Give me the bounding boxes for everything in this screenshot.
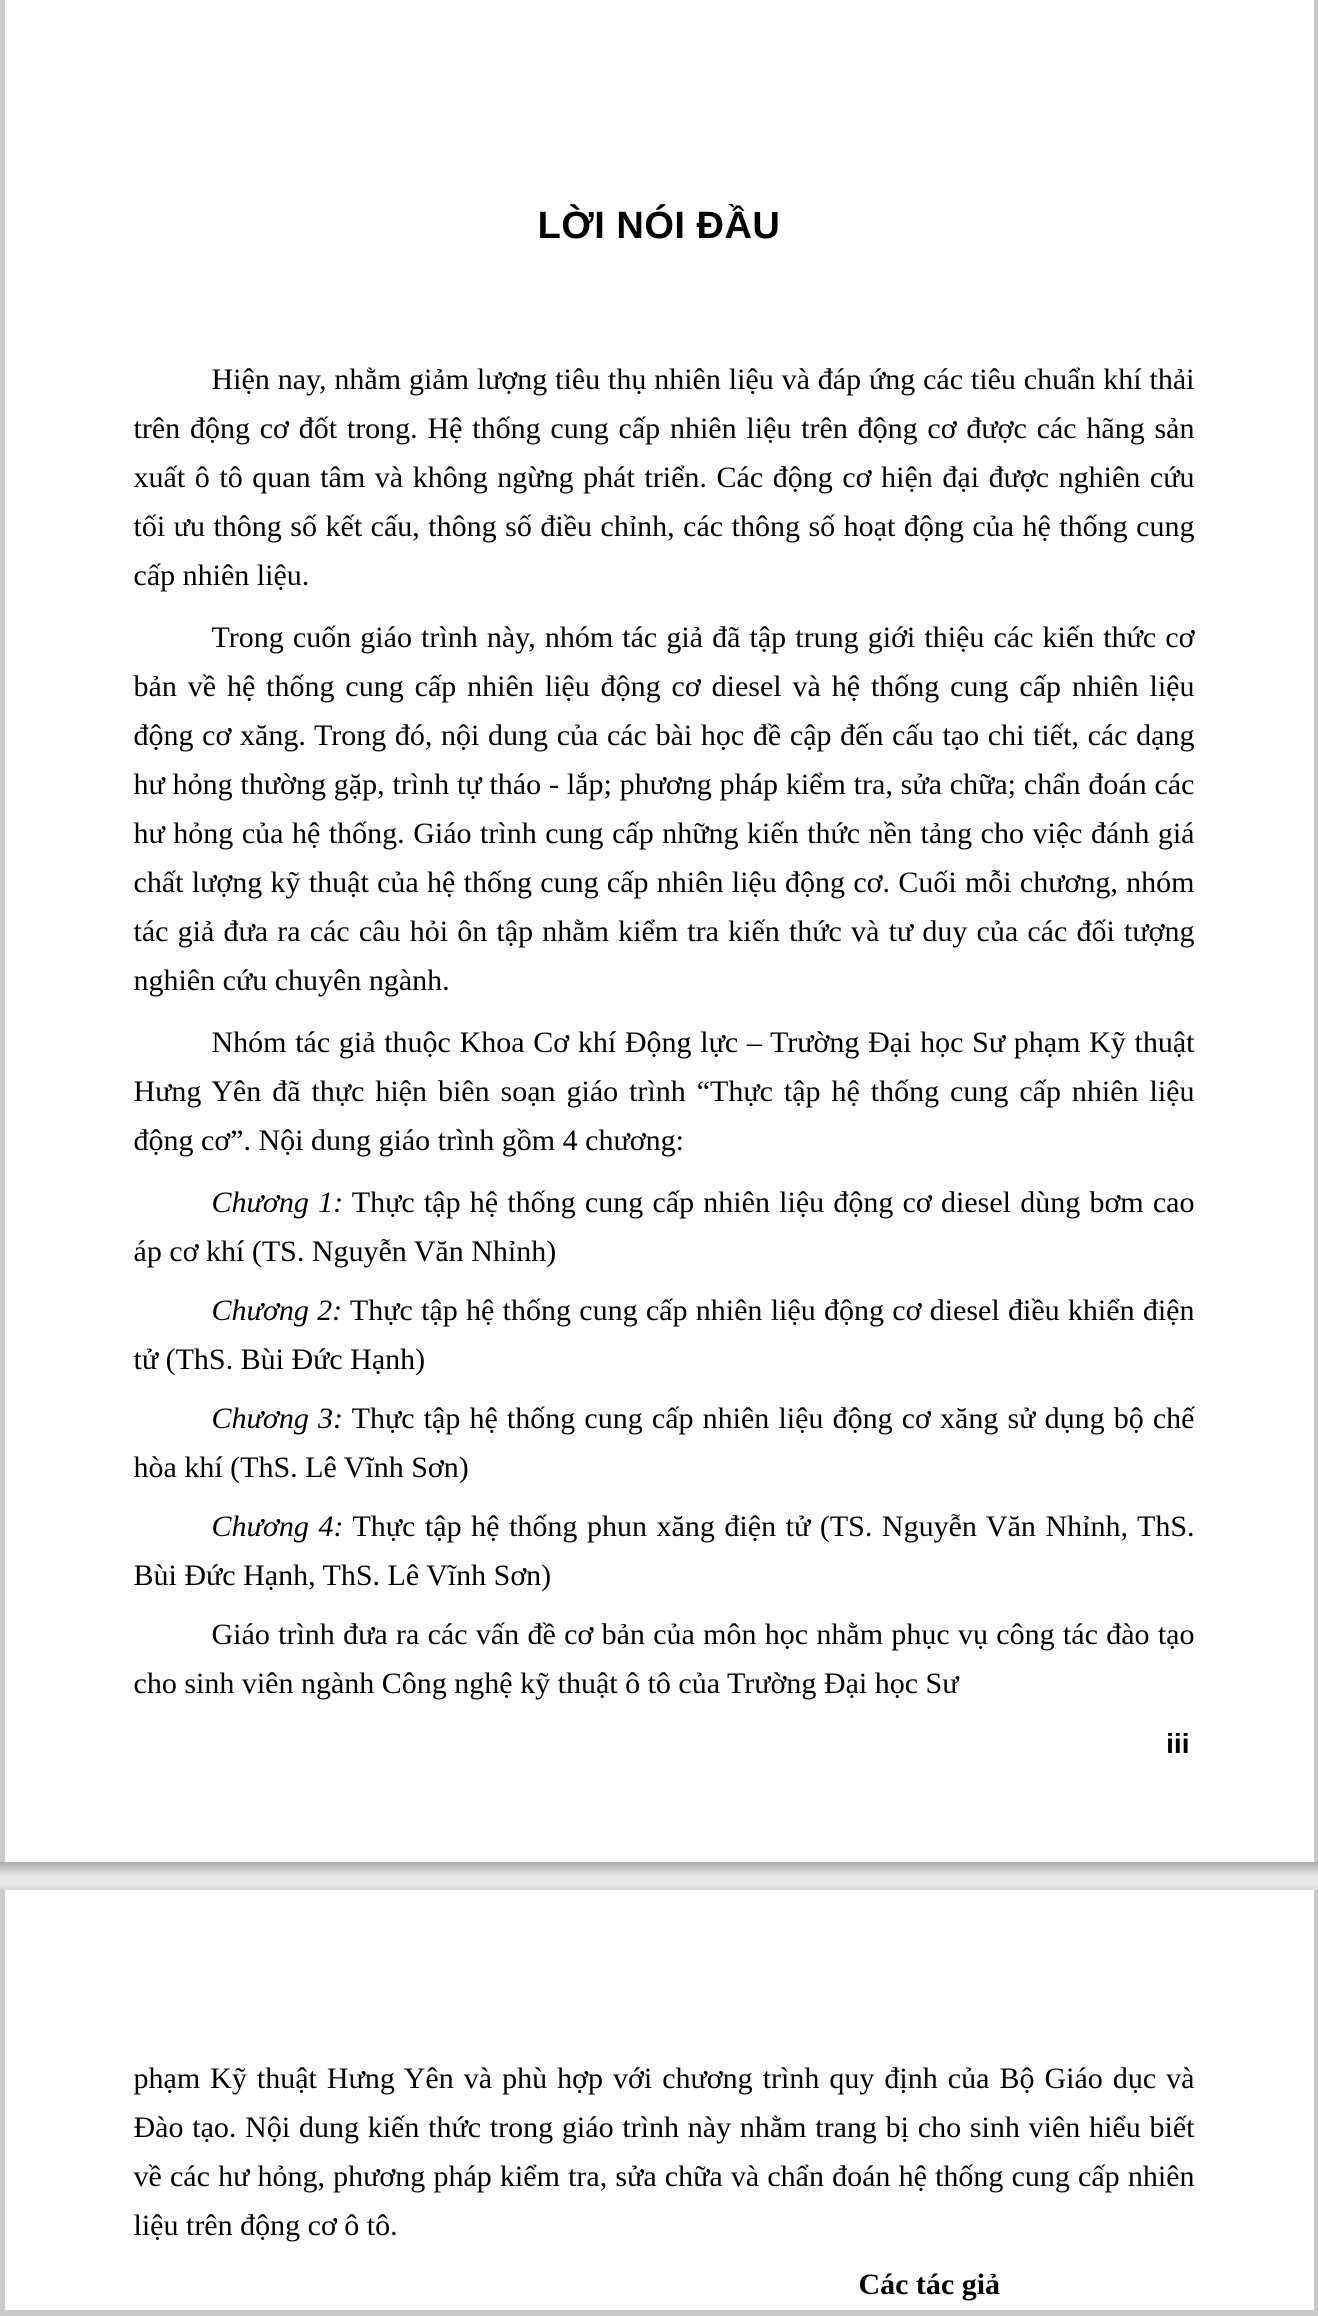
- chapter-1-paragraph: [134, 1178, 1195, 1276]
- chapter-3-label: Chương 3:: [211, 1402, 344, 1435]
- chapter-3-text: Thực tập hệ thống cung cấp nhiên liệu động cơ xăng sử dụng bộ chế hòa khí (ThS. Lê Vĩnh Sơn): [133, 1402, 1195, 1484]
- chapter-2-label: Chương 2:: [211, 1294, 343, 1327]
- chapter-1-label: Chương 1:: [211, 1186, 344, 1219]
- paragraph-intro: Hiện nay, nhằm giảm lượng tiêu thụ nhiên liệu và đáp ứng các tiêu chuẩn khí thải trên động cơ đốt trong. Hệ thống cung cấp nhiên liệu trên động cơ được các hãng sản xuất ô tô quan tâm và không ngừng phát triển. Các động cơ hiện đại được nghiên cứu tối ưu thông số kết cấu, thông số điều chỉnh, các thông số hoạt động của hệ thống cung cấp nhiên liệu.: [133, 363, 1195, 592]
- chapter-4-text: Thực tập hệ thống phun xăng điện tử (TS. Nguyễn Văn Nhỉnh, ThS. Bùi Đức Hạnh, ThS. Lê Vĩnh Sơn): [133, 1510, 1195, 1592]
- chapter-4-label: Chương 4:: [211, 1510, 344, 1543]
- paragraph-authors-group: Nhóm tác giả thuộc Khoa Cơ khí Động lực – Trường Đại học Sư phạm Kỹ thuật Hưng Yên đã thực hiện biên soạn giáo trình “Thực tập hệ thống cung cấp nhiên liệu động cơ”. Nội dung giáo trình gồm 4 chương:: [133, 1026, 1195, 1157]
- chapter-2-paragraph: [134, 1286, 1195, 1384]
- authors-signature: Các tác giả: [858, 2268, 1001, 2301]
- page-number: iii: [1166, 1728, 1190, 1759]
- page-break-gap: [0, 1862, 1318, 1890]
- chapter-2-text: Thực tập hệ thống cung cấp nhiên liệu động cơ diesel điều khiển điện tử (ThS. Bùi Đức Hạnh): [133, 1294, 1195, 1376]
- chapter-4-paragraph: [134, 1502, 1195, 1600]
- paragraph-closing: Giáo trình đưa ra các vấn đề cơ bản của môn học nhằm phục vụ công tác đào tạo cho sinh viên ngành Công nghệ kỹ thuật ô tô của Trường Đại học Sư: [133, 1618, 1195, 1700]
- document-page-2: [5, 1890, 1314, 2310]
- chapter-3-paragraph: [134, 1394, 1195, 1492]
- paragraph-overview: Trong cuốn giáo trình này, nhóm tác giả đã tập trung giới thiệu các kiến thức cơ bản về hệ thống cung cấp nhiên liệu động cơ diesel và hệ thống cung cấp nhiên liệu động cơ xăng. Trong đó, nội dung của các bài học đề cập đến cấu tạo chi tiết, các dạng hư hỏng thường gặp, trình tự tháo - lắp; phương pháp kiểm tra, sửa chữa; chẩn đoán các hư hỏng của hệ thống. Giáo trình cung cấp những kiến thức nền tảng cho việc đánh giá chất lượng kỹ thuật của hệ thống cung cấp nhiên liệu động cơ. Cuối mỗi chương, nhóm tác giả đưa ra các câu hỏi ôn tập nhằm kiểm tra kiến thức và tư duy của các đối tượng nghiên cứu chuyên ngành.: [133, 621, 1195, 997]
- page-2-content: [5, 1890, 1314, 2307]
- paragraph-continuation: phạm Kỹ thuật Hưng Yên và phù hợp với chương trình quy định của Bộ Giáo dục và Đào tạo. Nội dung kiến thức trong giáo trình này nhằm trang bị cho sinh viên hiểu biết về các hư hỏng, phương pháp kiểm tra, sửa chữa và chẩn đoán hệ thống cung cấp nhiên liệu trên động cơ ô tô.: [133, 2062, 1195, 2242]
- chapter-1-text: Thực tập hệ thống cung cấp nhiên liệu động cơ diesel dùng bơm cao áp cơ khí (TS. Nguyễn Văn Nhỉnh): [133, 1186, 1195, 1268]
- document-page-1: [5, 0, 1314, 1862]
- signature-block: [664, 2263, 1195, 2307]
- page-title: LỜI NÓI ĐẦU: [537, 205, 781, 247]
- page-1-content: [5, 355, 1314, 1708]
